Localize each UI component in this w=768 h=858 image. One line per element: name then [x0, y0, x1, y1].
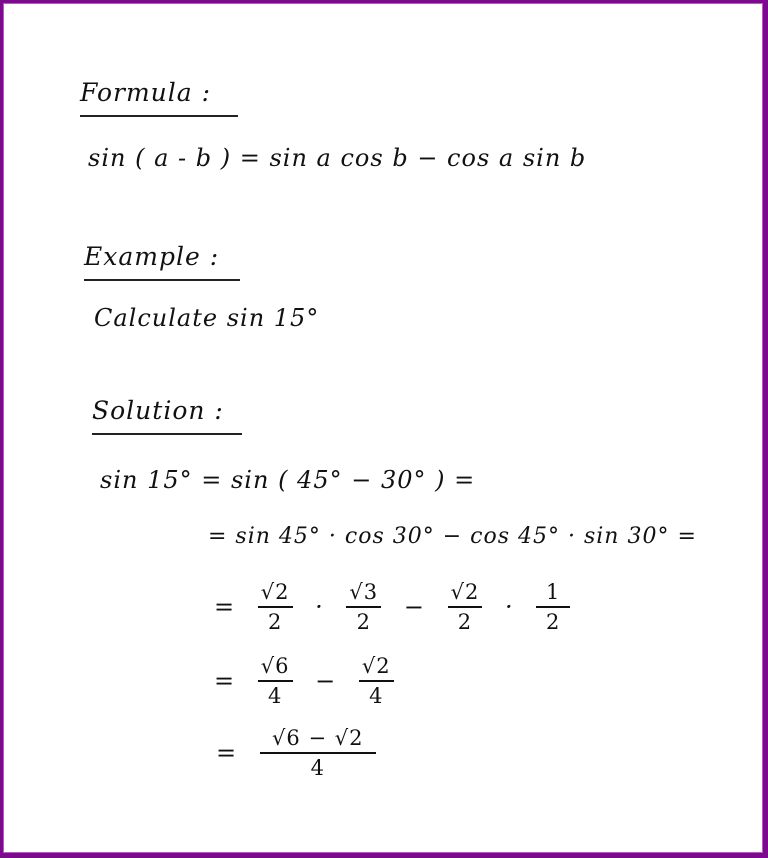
- solution-step-1: sin 15° = sin ( 45° − 30° ) =: [100, 466, 476, 494]
- multiply-dot: ·: [504, 593, 514, 621]
- minus-sign: −: [315, 667, 337, 695]
- fraction-sqrt2-over-4: $\frac{√2}{4}$: [359, 654, 394, 708]
- equals-sign: =: [214, 593, 236, 621]
- solution-step-4: [208, 654, 402, 708]
- example-task: Calculate sin 15°: [94, 304, 320, 332]
- fraction-sqrt2-over-2-b: $\frac{√2}{2}$: [448, 580, 483, 634]
- solution-step-5: [210, 726, 384, 780]
- solution-step-3: [208, 580, 578, 634]
- fraction-final-result: $\frac{√6 - √2}{4}$: [260, 726, 376, 780]
- fraction-1-over-2: $\frac{1}{2}$: [536, 580, 570, 634]
- fraction-sqrt2-over-2: $\frac{√2}{2}$: [258, 580, 293, 634]
- minus-sign: −: [403, 593, 425, 621]
- solution-step-2: = sin 45° · cos 30° − cos 45° · sin 30° =: [208, 524, 697, 549]
- document-page: [3, 3, 763, 853]
- equals-sign: =: [214, 667, 236, 695]
- solution-heading: Solution :: [92, 396, 242, 435]
- example-heading: Example :: [84, 242, 240, 281]
- fraction-sqrt3-over-2: $\frac{√3}{2}$: [346, 580, 381, 634]
- formula-expression: sin ( a - b ) = sin a cos b − cos a sin b: [88, 144, 587, 172]
- formula-heading: Formula :: [80, 78, 238, 117]
- equals-sign: =: [216, 739, 238, 767]
- fraction-sqrt6-over-4: $\frac{√6}{4}$: [258, 654, 293, 708]
- multiply-dot: ·: [315, 593, 324, 621]
